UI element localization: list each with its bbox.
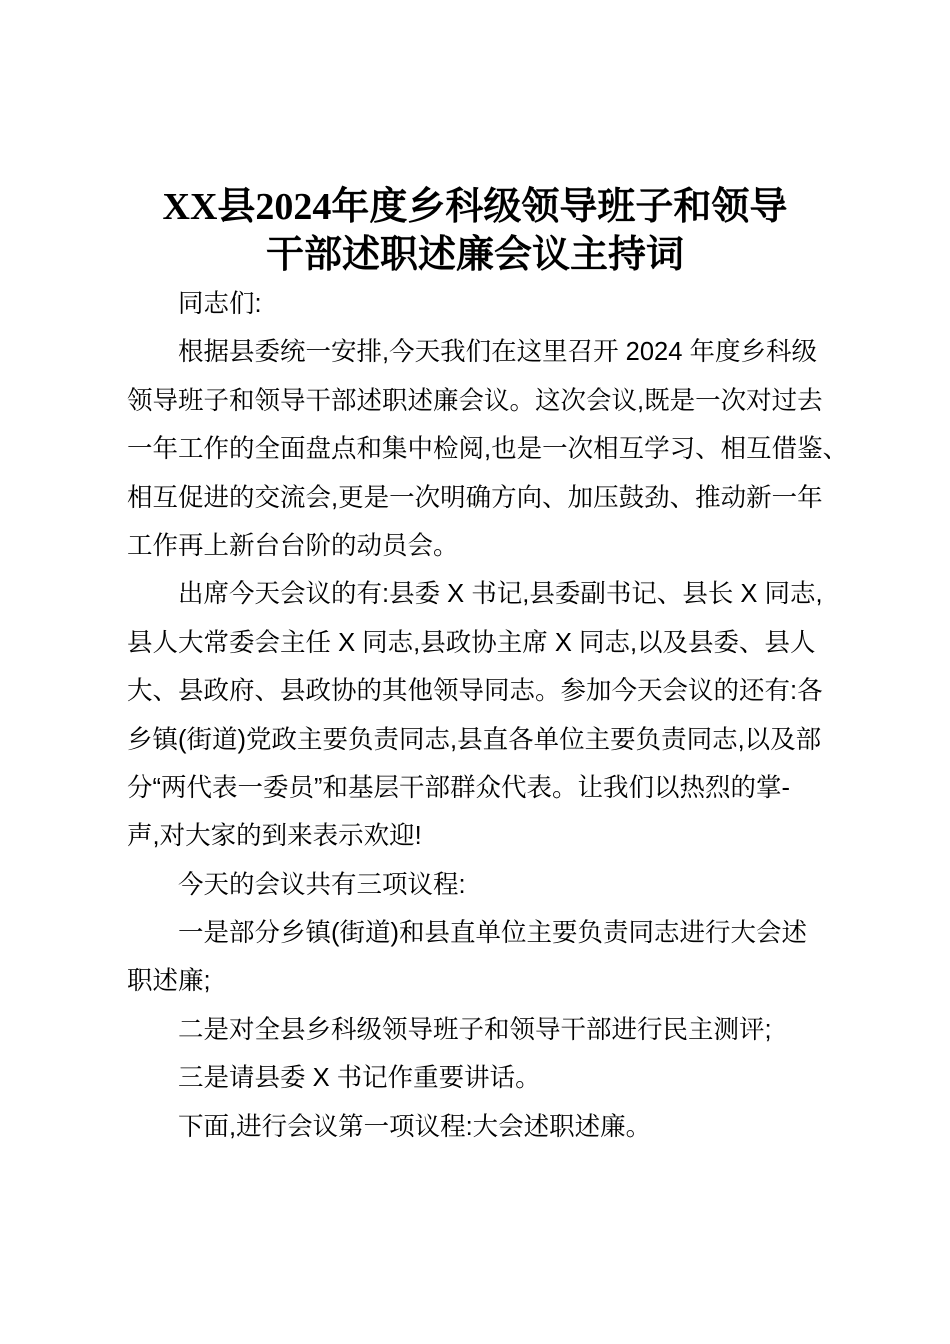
text-line: 一是部分乡镇(街道)和县直单位主要负责同志进行大会述 bbox=[178, 919, 807, 948]
text-line: 县人大常委会主任 X 同志,县政协主席 X 同志,以及县委、县人 bbox=[127, 628, 816, 657]
title-line: 干部述职述廉会议主持词 bbox=[265, 234, 684, 276]
paragraph bbox=[127, 1006, 837, 1054]
text-line: 职述廉; bbox=[127, 967, 211, 996]
title-line: XX县2024年度乡科级领导班子和领导 bbox=[162, 186, 788, 228]
text-line: 工作再上新台台阶的动员会。 bbox=[127, 531, 459, 560]
paragraph bbox=[127, 1054, 837, 1102]
paragraph bbox=[127, 861, 837, 909]
text-line: 乡镇(街道)党政主要负责同志,县直各单位主要负责同志,以及部 bbox=[127, 725, 822, 754]
text-line: 声,对大家的到来表示欢迎! bbox=[127, 822, 422, 851]
text-line: 下面,进行会议第一项议程:大会述职述廉。 bbox=[178, 1112, 652, 1141]
paragraph bbox=[127, 328, 849, 570]
text-line: 一年工作的全面盘点和集中检阅,也是一次相互学习、相互借鉴、 bbox=[127, 435, 849, 464]
text-line: 根据县委统一安排,今天我们在这里召开 2024 年度乡科级 bbox=[178, 338, 817, 367]
text-line: 大、县政府、县政协的其他领导同志。参加今天会议的还有:各 bbox=[127, 677, 823, 706]
text-line: 三是请县委 X 书记作重要讲话。 bbox=[178, 1064, 541, 1093]
paragraph bbox=[127, 280, 837, 328]
paragraph bbox=[127, 909, 837, 1006]
text-line: 今天的会议共有三项议程: bbox=[178, 870, 466, 899]
text-line: 领导班子和领导干部述职述廉会议。这次会议,既是一次对过去 bbox=[127, 386, 823, 415]
text-line: 出席今天会议的有:县委 X 书记,县委副书记、县长 X 同志, bbox=[178, 580, 823, 609]
text-line: 同志们: bbox=[178, 290, 262, 318]
paragraph bbox=[127, 1103, 837, 1151]
document-body bbox=[127, 280, 849, 1151]
text-line: 分“两代表一委员”和基层干部群众代表。让我们以热烈的掌- bbox=[127, 773, 790, 802]
paragraph bbox=[127, 570, 837, 860]
text-line: 二是对全县乡科级领导班子和领导干部进行民主测评; bbox=[178, 1015, 772, 1044]
text-line: 相互促进的交流会,更是一次明确方向、加压鼓劲、推动新一年 bbox=[127, 483, 823, 512]
